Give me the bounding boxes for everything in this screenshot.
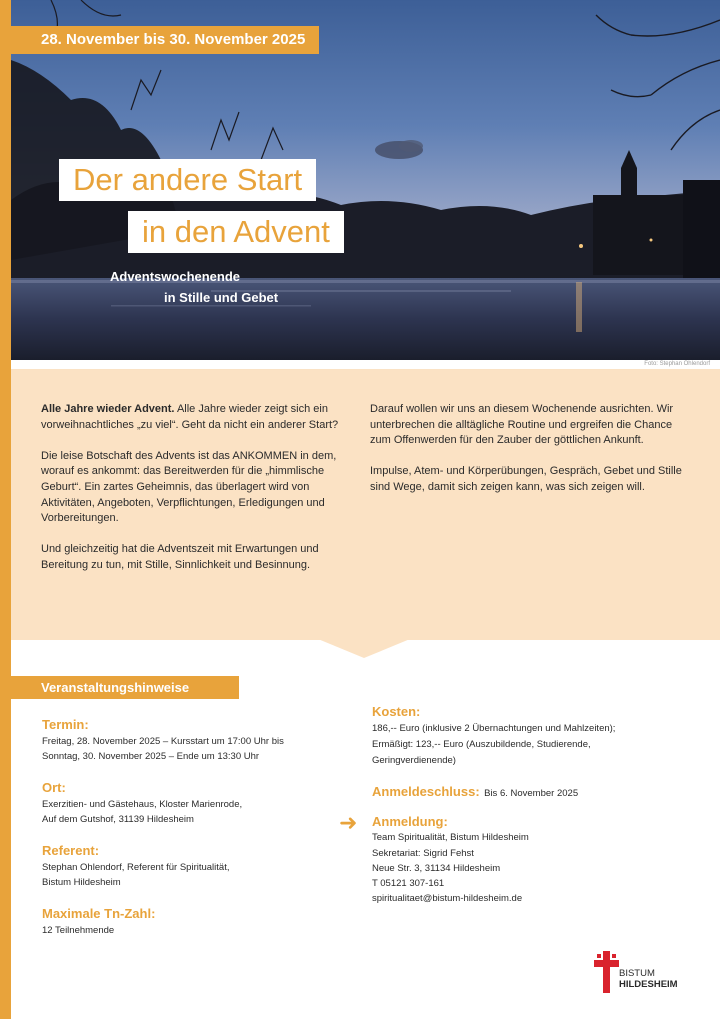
intro-paragraph-5: Impulse, Atem- und Körperübungen, Gespräch, Gebet und Stille sind Wege, damit sich zeigen kann, was sich zeigen will. — [370, 465, 682, 493]
intro-lead-bold: Alle Jahre wieder Advent. — [41, 403, 175, 415]
intro-box-pointer — [318, 639, 410, 658]
kosten-line-1: 186,-- Euro (inklusive 2 Übernachtungen und Mahlzeiten); — [372, 723, 616, 734]
logo-line-1: BISTUM — [619, 968, 655, 979]
termin-label: Termin: — [42, 717, 89, 732]
anmeldung-line-1: Team Spiritualität, Bistum Hildesheim — [372, 832, 529, 843]
anmeldung-line-3: Neue Str. 3, 31134 Hildesheim — [372, 863, 501, 874]
kosten-line-2: Ermäßigt: 123,-- Euro (Auszubildende, Studierende, — [372, 739, 591, 750]
section-title-badge: Veranstaltungshinweise — [11, 676, 239, 699]
kosten-label: Kosten: — [372, 704, 421, 719]
kosten-line-3: Geringverdienende) — [372, 755, 456, 766]
logo-line-2: HILDESHEIM — [619, 979, 678, 990]
intro-paragraph-4: Darauf wollen wir uns an diesem Wochenende ausrichten. Wir unterbrechen die alltägliche Routine und ergreifen die Chance zum Offenwerden für den Zauber der göttlichen Ankunft. — [370, 403, 674, 447]
intro-right-column — [370, 402, 685, 511]
title-line-2: in den Advent — [128, 211, 344, 253]
subtitle-line-1: Adventswochenende — [110, 269, 241, 284]
photo-credit: Foto: Stephan Ohlendorf — [644, 361, 710, 367]
anmeldeschluss — [372, 783, 578, 802]
anmeldung-email[interactable]: spiritualitaet@bistum-hildesheim.de — [372, 893, 523, 904]
max-participants-label: Maximale Tn-Zahl: — [42, 906, 156, 921]
anmeldung-line-4: T 05121 307-161 — [372, 878, 445, 889]
cross-logo-icon — [594, 951, 619, 993]
intro-paragraph-2: Die leise Botschaft des Advents ist das ANKOMMEN in dem, worauf es ankommt: das Bereitwerden für die „himmlische Geburt“. Ein zartes Geheimnis, das überlagert wird von Aktivitäten, Angeboten, Verpflichtungen, Erledigungen und Vorbereitungen. — [41, 449, 337, 525]
left-accent-strip — [0, 0, 11, 1019]
ort-line-2: Auf dem Gutshof, 31139 Hildesheim — [42, 814, 194, 825]
anmeldeschluss-label: Anmeldeschluss: — [372, 784, 480, 799]
max-participants-value: 12 Teilnehmende — [42, 925, 115, 936]
termin-line-2: Sonntag, 30. November 2025 – Ende um 13:30 Uhr — [42, 751, 260, 762]
referent-label: Referent: — [42, 843, 100, 858]
termin-line-1: Freitag, 28. November 2025 – Kursstart um 17:00 Uhr bis — [42, 736, 284, 747]
intro-paragraph-1 — [41, 402, 361, 433]
logo-wordmark — [619, 968, 678, 990]
anmeldeschluss-value: Bis 6. November 2025 — [484, 788, 579, 799]
ort-label: Ort: — [42, 780, 66, 795]
ort-line-1: Exerzitien- und Gästehaus, Kloster Marienrode, — [42, 799, 243, 810]
intro-left-column — [41, 402, 361, 589]
intro-paragraph-3: Und gleichzeitig hat die Adventszeit mit Erwartungen und Bereitung zu tun, mit Stille, Sinnlichkeit und Besinnung. — [41, 543, 319, 571]
subtitle-line-2: in Stille und Gebet — [164, 290, 279, 305]
anmeldung-label: Anmeldung: — [372, 814, 448, 829]
date-badge: 28. November bis 30. November 2025 — [11, 26, 319, 54]
right-arrow-icon: ➜ — [339, 810, 358, 835]
title-line-1: Der andere Start — [59, 159, 316, 201]
intro-lead-rest: Alle Jahre wieder zeigt sich ein vorweihnachtliches „zu viel“. Geht da nicht ein anderer Start? — [41, 403, 339, 431]
referent-line-2: Bistum Hildesheim — [42, 877, 121, 888]
referent-line-1: Stephan Ohlendorf, Referent für Spiritualität, — [42, 862, 230, 873]
anmeldung-line-2: Sekretariat: Sigrid Fehst — [372, 848, 474, 859]
